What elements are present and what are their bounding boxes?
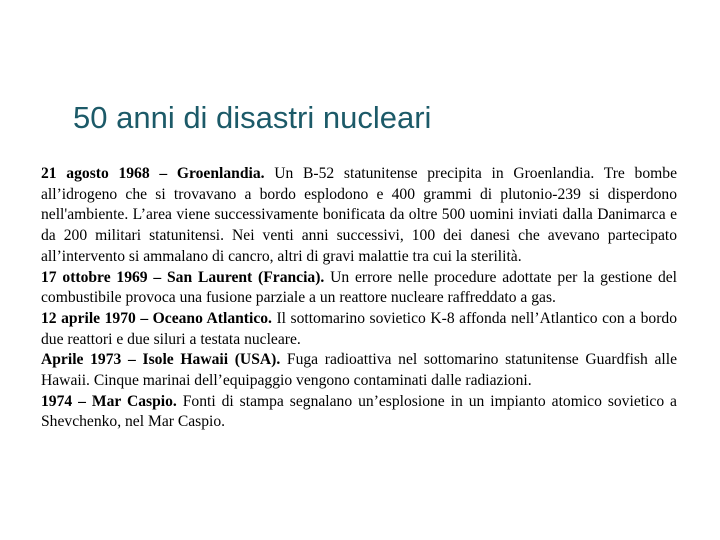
entry-caspian-1974 bbox=[41, 392, 677, 433]
entry-heading: 21 agosto 1968 – Groenlandia. bbox=[41, 165, 265, 182]
entry-san-laurent-1969 bbox=[41, 268, 677, 309]
entry-heading: 12 aprile 1970 – Oceano Atlantico. bbox=[41, 309, 272, 327]
entry-text: Fonti di stampa segnalano un’esplosione in un impianto atomico sovietico a Shevchenko, nel Mar Caspio. bbox=[41, 392, 677, 431]
entry-text: Fuga radioattiva nel sottomarino statunitense Guardfish alle Hawaii. Cinque marinai dell’equipaggio vengono contaminati dalle radiazioni. bbox=[41, 351, 677, 390]
entry-heading: Aprile 1973 – Isole Hawaii (USA). bbox=[41, 351, 281, 369]
entry-heading: 1974 – Mar Caspio. bbox=[41, 392, 177, 410]
slide-title: 50 anni di disastri nucleari bbox=[73, 100, 432, 135]
slide-body bbox=[41, 164, 677, 433]
entry-text: Un B-52 statunitense precipita in Groenlandia. Tre bombe all’idrogeno che si trovavano a bordo esplodono e 400 grammi di plutonio-239 si disperdono nell'ambiente. L’area viene successivamente bonificata da oltre 500 uomini inviati dalla Danimarca e da 200 militari statunitensi. Nei venti anni successivi, 100 dei danesi che avevano partecipato all’intervento si ammalano di cancro, altri di gravi malattie tra cui la sterilità. bbox=[41, 165, 677, 265]
entry-atlantic-1970 bbox=[41, 309, 677, 350]
entry-greenland-1968 bbox=[41, 164, 677, 268]
entry-hawaii-1973 bbox=[41, 350, 677, 391]
entry-text: Un errore nelle procedure adottate per la gestione del combustibile provoca una fusione parziale a un reattore nucleare raffreddato a gas. bbox=[41, 268, 677, 307]
entry-text: Il sottomarino sovietico K-8 affonda nell’Atlantico con a bordo due reattori e due siluri a testata nucleare. bbox=[41, 309, 677, 348]
entry-heading: 17 ottobre 1969 – San Laurent (Francia). bbox=[41, 268, 325, 286]
